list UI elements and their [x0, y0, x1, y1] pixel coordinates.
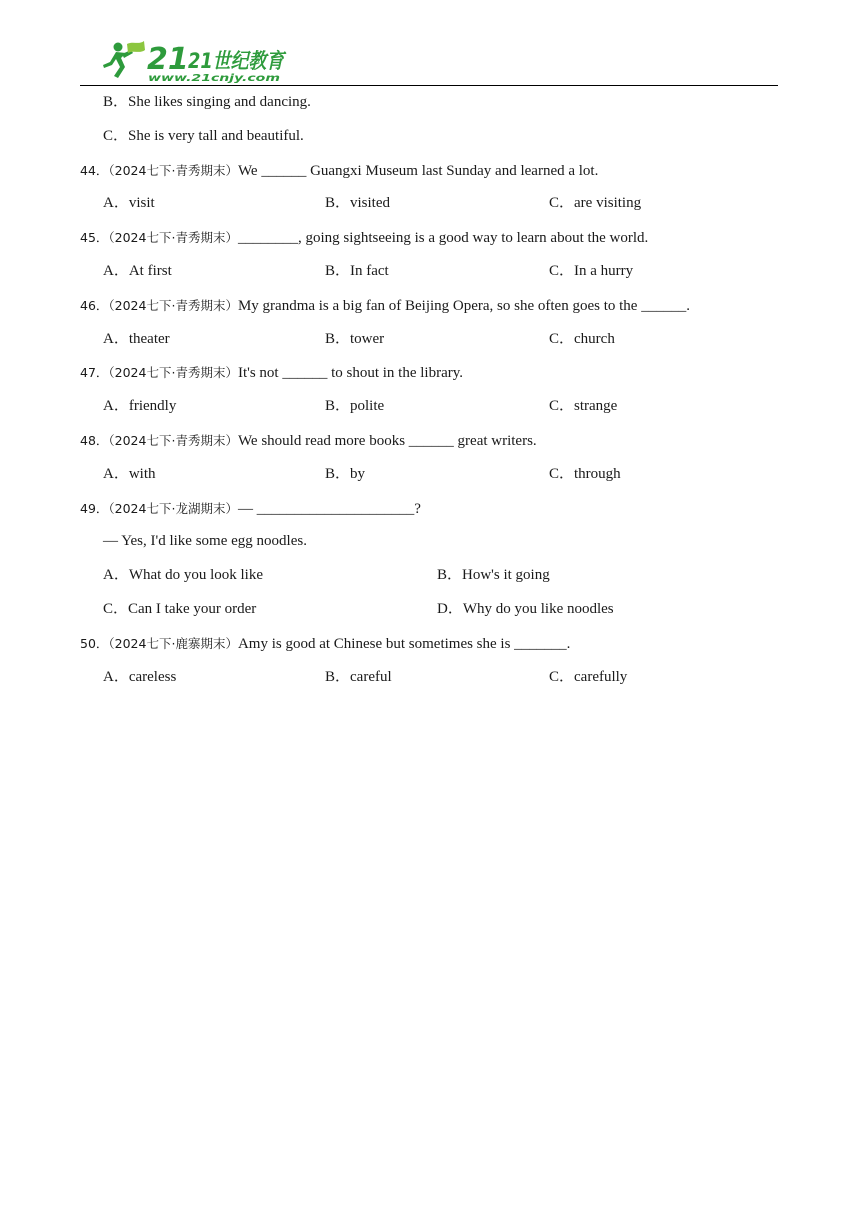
question-number: 45．	[80, 230, 109, 246]
question-number: 46．	[80, 297, 109, 313]
question-50	[80, 627, 780, 661]
options-49-row1	[80, 559, 780, 593]
question-49-reply: — Yes, I'd like some egg noodles.	[103, 533, 307, 550]
option-a: A．What do you look like	[103, 567, 263, 584]
runner-icon	[103, 41, 145, 78]
question-number: 48．	[80, 432, 109, 448]
option-b: B．by	[325, 465, 366, 482]
option-c: C．through	[549, 465, 621, 482]
question-number: 50．	[80, 635, 109, 651]
question-stem: We should read more books ______ great writers.	[237, 432, 537, 449]
option-a: A．friendly	[103, 398, 177, 415]
21cnjy-logo	[100, 38, 290, 84]
question-source: （2024七下·青秀期末）	[108, 365, 238, 381]
option-c: C．strange	[549, 398, 618, 415]
question-45	[80, 221, 780, 255]
option-a: A．At first	[103, 262, 172, 279]
option-b: B．polite	[325, 398, 385, 415]
logo-url: www.21cnjy.com	[148, 73, 280, 84]
option-a: A．careless	[103, 668, 177, 685]
question-source: （2024七下·青秀期末）	[108, 297, 238, 313]
option-d: D．Why do you like noodles	[437, 600, 614, 617]
options-46	[80, 323, 780, 357]
options-49-row2	[80, 593, 780, 627]
option-b: B．In fact	[325, 262, 389, 279]
option-a: A．with	[103, 465, 156, 482]
options-47	[80, 390, 780, 424]
question-stem: My grandma is a big fan of Beijing Opera, so she often goes to the ______.	[237, 297, 690, 314]
question-stem: ________, going sightseeing is a good way to learn about the world.	[237, 230, 649, 247]
carryover-option-b: B．She likes singing and dancing.	[103, 94, 311, 110]
option-b: B．How's it going	[437, 567, 550, 584]
options-48	[80, 458, 780, 492]
question-list	[80, 86, 780, 694]
question-44	[80, 154, 780, 188]
question-source: （2024七下·青秀期末）	[108, 230, 238, 246]
option-b: B．tower	[325, 330, 385, 347]
question-number: 49．	[80, 500, 109, 516]
question-stem: — _____________________?	[237, 500, 421, 517]
options-45	[80, 255, 780, 289]
question-number: 44．	[80, 162, 109, 178]
option-a: A．theater	[103, 330, 170, 347]
question-number: 47．	[80, 365, 109, 381]
question-46	[80, 289, 780, 323]
logo-text-21: 21	[147, 42, 189, 77]
option-c: C．Can I take your order	[103, 600, 257, 617]
page-header	[80, 38, 778, 86]
option-c: C．carefully	[549, 668, 628, 685]
option-c: C．In a hurry	[549, 262, 634, 279]
option-a: A．visit	[103, 195, 155, 212]
question-47	[80, 356, 780, 390]
question-49	[80, 492, 780, 526]
question-stem: Amy is good at Chinese but sometimes she is _______.	[237, 635, 571, 652]
option-c: C．church	[549, 330, 615, 347]
option-c: C．are visiting	[549, 195, 642, 212]
options-44	[80, 187, 780, 221]
option-b: B．visited	[325, 195, 391, 212]
question-source: （2024七下·青秀期末）	[108, 162, 238, 178]
question-source: （2024七下·青秀期末）	[108, 432, 238, 448]
question-source: （2024七下·龙湖期末）	[108, 500, 238, 516]
question-source: （2024七下·鹿寨期末）	[108, 635, 238, 651]
question-48	[80, 424, 780, 458]
carryover-option-c: C．She is very tall and beautiful.	[103, 127, 304, 144]
option-b: B．careful	[325, 668, 392, 685]
question-stem: It's not ______ to shout in the library.	[237, 365, 463, 382]
question-stem: We ______ Guangxi Museum last Sunday and learned a lot.	[237, 162, 599, 179]
options-50	[80, 661, 780, 695]
logo-text-cn: 21世纪教育	[188, 49, 287, 73]
